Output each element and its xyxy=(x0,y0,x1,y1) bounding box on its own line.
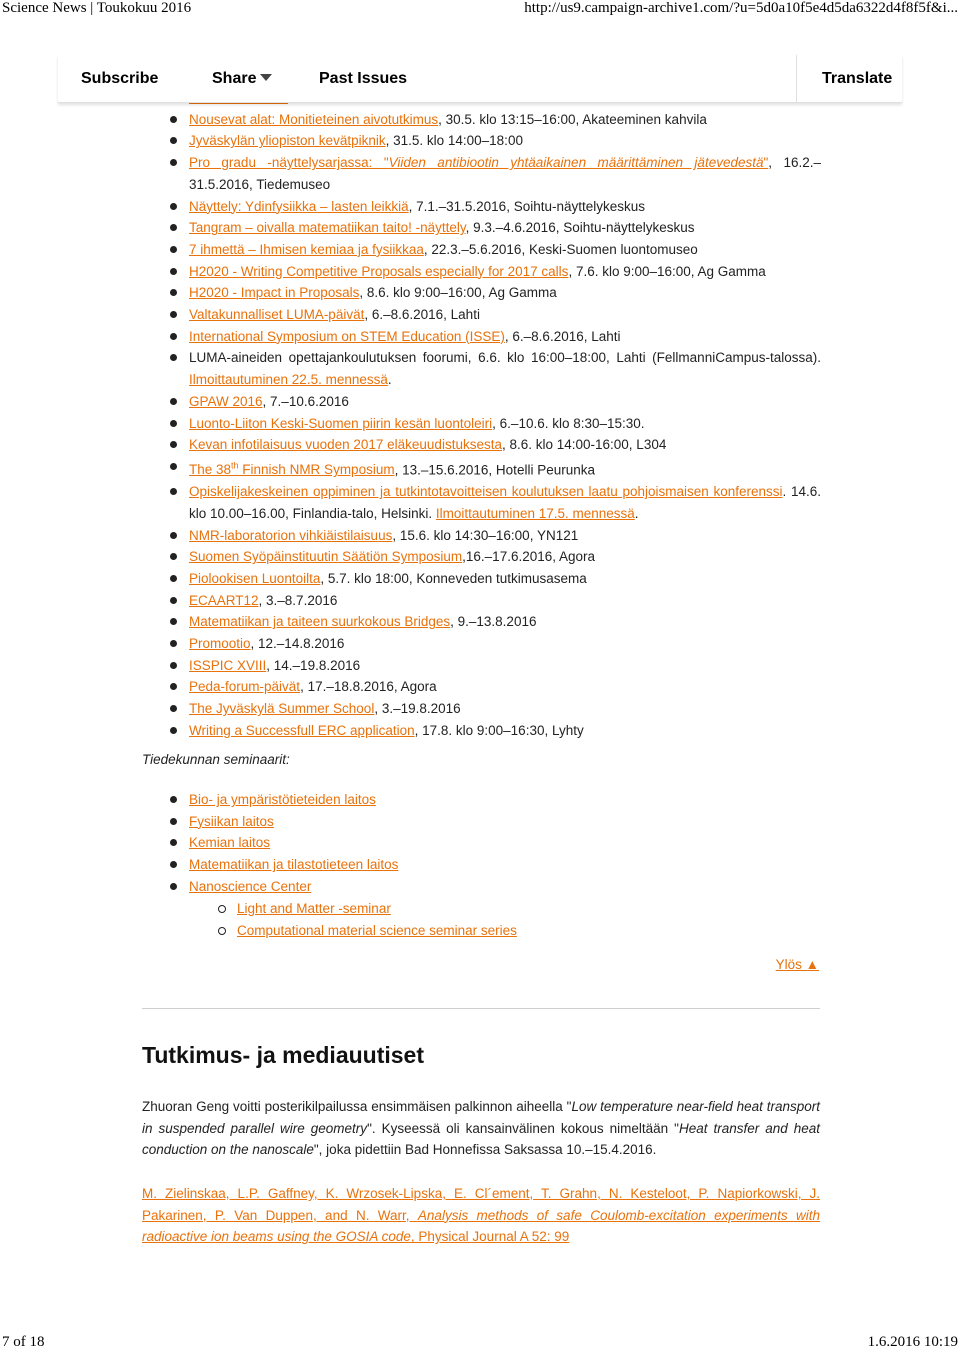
list-item: Luonto-Liiton Keski-Suomen piirin kesän luontoleiri, 6.–10.6. klo 8:30–15:30. xyxy=(189,413,821,435)
nav-divider xyxy=(796,55,797,103)
list-item: ECAART12, 3.–8.7.2016 xyxy=(189,590,821,612)
event-link[interactable]: Kevan infotilaisuus vuoden 2017 eläkeuudistuksesta xyxy=(189,437,502,453)
publication-citation xyxy=(142,1183,820,1248)
list-item xyxy=(237,898,797,920)
registration-link[interactable]: Ilmoittautuminen 17.5. mennessä xyxy=(435,505,635,521)
event-link[interactable]: NMR-laboratorion vihkiäistilaisuus xyxy=(189,527,393,543)
events-list xyxy=(189,87,821,742)
event-link[interactable]: Peda-forum-päivät xyxy=(189,679,301,695)
list-item: Writing a Successfull ERC application, 17.8. klo 9:00–16:30, Lyhty xyxy=(189,720,821,742)
share-menu[interactable] xyxy=(212,55,272,103)
list-item: Näyttely: Ydinfysiikka – lasten leikkiä, 7.1.–31.5.2016, Soihtu-näyttelykeskus xyxy=(189,196,821,218)
event-link[interactable]: The Jyväskylä Summer School xyxy=(189,701,375,717)
seminars-list xyxy=(189,789,821,898)
registration-link[interactable]: Ilmoittautuminen 22.5. mennessä xyxy=(189,372,388,388)
page-counter: 7 of 18 xyxy=(2,1334,45,1350)
print-timestamp: 1.6.2016 10:19 xyxy=(867,1334,958,1350)
event-link[interactable]: H2020 - Writing Competitive Proposals especially for 2017 calls xyxy=(189,263,569,279)
section-divider xyxy=(142,1008,820,1009)
list-item xyxy=(189,854,821,876)
list-item: 7 ihmettä – Ihmisen kemiaa ja fysiikkaa, 22.3.–5.6.2016, Keski-Suomen luontomuseo xyxy=(189,239,821,261)
event-link[interactable]: Suomen Syöpäinstituutin Säätiön Symposium xyxy=(189,549,463,565)
list-item xyxy=(189,811,821,833)
list-item: Promootio, 12.–14.8.2016 xyxy=(189,633,821,655)
list-item: Peda-forum-päivät, 17.–18.8.2016, Agora xyxy=(189,676,821,698)
event-link[interactable]: Valtakunnalliset LUMA-päivät xyxy=(189,307,365,323)
event-link[interactable]: The 38th Finnish NMR Symposium xyxy=(189,460,395,478)
list-item: Suomen Syöpäinstituutin Säätiön Symposium,16.–17.6.2016, Agora xyxy=(189,546,821,568)
list-item: H2020 - Writing Competitive Proposals especially for 2017 calls, 7.6. klo 9:00–16:00, Ag Gamma xyxy=(189,261,821,283)
list-item: Pro gradu -näyttelysarjassa: "Viiden antibiootin yhtäaikainen määrittäminen jätevedestä", 16.2.–31.5.2016, Tiedemuseo xyxy=(189,152,821,195)
list-item xyxy=(189,876,821,898)
translate-link[interactable]: Translate xyxy=(822,70,893,87)
back-to-top-link[interactable]: Ylös ▲ xyxy=(775,957,819,972)
seminar-link[interactable]: Nanoscience Center xyxy=(189,878,312,894)
event-link[interactable]: Pro gradu -näyttelysarjassa: "Viiden antibiootin yhtäaikainen määrittäminen jätevedestä" xyxy=(189,155,769,171)
list-item: ISSPIC XVIII, 14.–19.8.2016 xyxy=(189,655,821,677)
event-link[interactable]: Writing a Successfull ERC application xyxy=(189,722,415,738)
list-item: Kevan infotilaisuus vuoden 2017 eläkeuudistuksesta, 8.6. klo 14:00-16:00, L304 xyxy=(189,434,821,456)
event-link[interactable]: Näyttely: Ydinfysiikka – lasten leikkiä xyxy=(189,198,409,214)
list-item: Piolookisen Luontoilta, 5.7. klo 18:00, Konneveden tutkimusasema xyxy=(189,568,821,590)
list-item xyxy=(189,789,821,811)
seminars-label: Tiedekunnan seminaarit: xyxy=(142,752,290,767)
seminar-link[interactable]: Matematiikan ja tilastotieteen laitos xyxy=(189,857,399,873)
event-link[interactable]: Tangram – oivalla matematiikan taito! -näyttely xyxy=(189,220,466,236)
list-item xyxy=(189,832,821,854)
list-item: Opiskelijakeskeinen oppiminen ja tutkintotavoitteisen koulutuksen laatu pohjoismaisen konferenssi. 14.6. klo 10.00–16.00, Finlandia-talo, Helsinki. Ilmoittautuminen 17.5. mennessä. xyxy=(189,481,821,524)
seminar-link[interactable]: Fysiikan laitos xyxy=(189,813,274,829)
seminar-link[interactable]: Computational material science seminar series xyxy=(237,922,517,938)
event-link[interactable]: Piolookisen Luontoilta xyxy=(189,570,321,586)
list-item xyxy=(237,920,797,942)
event-link[interactable]: International Symposium on STEM Education (ISSE) xyxy=(189,328,505,344)
event-link[interactable]: Jyväskylän yliopiston kevätpiknik xyxy=(189,133,386,149)
news-heading: Tutkimus- ja mediauutiset xyxy=(142,1042,425,1068)
seminar-link[interactable]: Light and Matter -seminar xyxy=(237,901,391,916)
list-item: NMR-laboratorion vihkiäistilaisuus, 15.6. klo 14:30–16:00, YN121 xyxy=(189,525,821,547)
list-item: Tangram – oivalla matematiikan taito! -näyttely, 9.3.–4.6.2016, Soihtu-näyttelykeskus xyxy=(189,217,821,239)
event-link[interactable]: Nousevat alat: Monitieteinen aivotutkimus xyxy=(189,111,439,127)
event-link[interactable]: ISSPIC XVIII xyxy=(189,657,267,673)
print-header-url: http://us9.campaign-archive1.com/?u=5d0a10f5e4d5da6322d4f8f5f&i... xyxy=(524,0,958,16)
past-issues-link[interactable]: Past Issues xyxy=(319,70,408,87)
list-item: International Symposium on STEM Education (ISSE), 6.–8.6.2016, Lahti xyxy=(189,326,821,348)
list-item: Valtakunnalliset LUMA-päivät, 6.–8.6.2016, Lahti xyxy=(189,304,821,326)
caret-down-icon xyxy=(260,74,272,81)
event-link[interactable]: H2020 - Impact in Proposals xyxy=(189,285,360,301)
list-item: LUMA-aineiden opettajankoulutuksen foorumi, 6.6. klo 16:00–18:00, Lahti (FellmanniCampus-talossa). Ilmoittautuminen 22.5. mennessä. xyxy=(189,347,821,390)
list-item: Nousevat alat: Monitieteinen aivotutkimus, 30.5. klo 13:15–16:00, Akateeminen kahvila xyxy=(189,109,821,131)
print-header-title: Science News | Toukokuu 2016 xyxy=(2,0,192,16)
event-link[interactable]: Promootio xyxy=(189,636,251,652)
event-link[interactable]: ECAART12 xyxy=(189,592,259,608)
event-link[interactable]: 7 ihmettä – Ihmisen kemiaa ja fysiikkaa xyxy=(189,241,424,257)
seminar-link[interactable]: Bio- ja ympäristötieteiden laitos xyxy=(189,792,376,807)
publication-link[interactable]: M. Zielinskaa, L.P. Gaffney, K. Wrzosek-Lipska, E. Cl´ement, T. Grahn, N. Kesteloot, P. Napiorkowski, J. Pakarinen, P. Van Duppen, and N. Warr, Analysis methods of safe Coulomb-excitation experiments with radioactive ion beams using the GOSIA code, Physical Journal A 52: 99 xyxy=(142,1186,821,1245)
list-item: The 38th Finnish NMR Symposium, 13.–15.6.2016, Hotelli Peurunka xyxy=(189,456,821,481)
event-link[interactable]: Opiskelijakeskeinen oppiminen ja tutkintotavoitteisen koulutuksen laatu pohjoismaisen konferenssi xyxy=(189,484,783,500)
newsletter-navbar xyxy=(58,55,902,103)
print-footer xyxy=(0,1331,960,1353)
subscribe-link[interactable]: Subscribe xyxy=(81,70,159,87)
seminar-link[interactable]: Kemian laitos xyxy=(189,835,271,851)
share-label: Share xyxy=(212,70,257,87)
event-link[interactable]: Matematiikan ja taiteen suurkokous Bridges xyxy=(189,614,451,630)
seminars-sublist xyxy=(237,898,797,941)
event-link[interactable]: Luonto-Liiton Keski-Suomen piirin kesän luontoleiri xyxy=(189,415,493,431)
list-item: The Jyväskylä Summer School, 3.–19.8.2016 xyxy=(189,698,821,720)
list-item: Jyväskylän yliopiston kevätpiknik, 31.5. klo 14:00–18:00 xyxy=(189,130,821,152)
events-viewport xyxy=(0,103,960,748)
list-item: H2020 - Impact in Proposals, 8.6. klo 9:00–16:00, Ag Gamma xyxy=(189,282,821,304)
list-item: Matematiikan ja taiteen suurkokous Bridges, 9.–13.8.2016 xyxy=(189,611,821,633)
news-paragraph: Zhuoran Geng voitti posterikilpailussa ensimmäisen palkinnon aiheella "Low temperature near-field heat transport in suspended parallel wire geometry". Kyseessä oli kansainvälinen kokous nimeltään "Heat transfer and heat conduction on the nanoscale", joka pidettiin Bad Honnefissa Saksassa 10.–15.4.2016. xyxy=(142,1099,821,1158)
list-item: GPAW 2016, 7.–10.6.2016 xyxy=(189,391,821,413)
event-link[interactable]: GPAW 2016 xyxy=(189,393,263,409)
